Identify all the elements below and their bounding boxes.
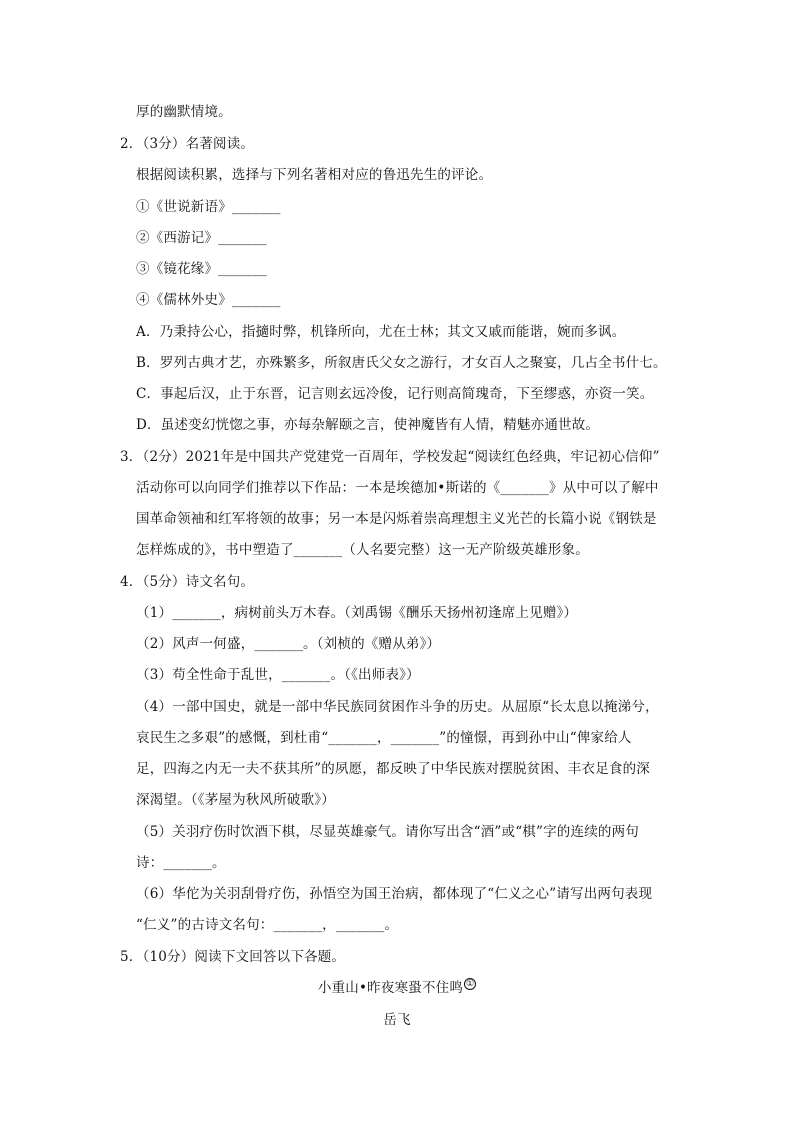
verse-item-2: （2）风声一何盛，_______。（刘桢的《赠从弟》）	[136, 636, 441, 652]
book-item-2: ②《西游记》_______	[136, 230, 267, 246]
verse-item-3: （3）苟全性命于乱世，_______。（《出师表》）	[136, 667, 420, 683]
option-b: B．罗列古典才艺，亦殊繁多，所叙唐氏父女之游行，才女百人之聚宴，几占全书什七。	[136, 355, 667, 371]
footnote-mark: ①	[465, 979, 475, 989]
text-line: “仁义”的古诗文名句：_______，_______。	[136, 917, 399, 933]
question-2-heading: 2．（3分）名著阅读。	[120, 136, 255, 152]
text-line: 根据阅读积累，选择与下列名著相对应的鲁迅先生的评论。	[136, 167, 493, 183]
text-line: 深渴望。（《茅屋为秋风所破歌》）	[136, 792, 335, 808]
book-item-3: ③《镜花缘》_______	[136, 261, 267, 277]
text-line: 国革命领袖和红军将领的故事；另一本是闪烁着崇高理想主义光芒的长篇小说《钢铁是	[136, 511, 657, 527]
option-d: D．虽述变幻恍惚之事，亦每杂解颐之言，使神魔皆有人情，精魅亦通世故。	[136, 417, 600, 433]
text-line: 怎样炼成的》，书中塑造了_______（人名要完整）这一无产阶级英雄形象。	[136, 542, 589, 558]
poem-title	[0, 978, 794, 998]
poem-title-text: 小重山•昨夜寒蛩不住鸣	[317, 980, 464, 996]
question-5-heading: 5．（10分）阅读下文回答以下各题。	[120, 949, 346, 965]
verse-item-4: （4）一部中国史，就是一部中华民族同贫困作斗争的历史。从屈原“长太息以掩涕兮，	[136, 699, 659, 715]
text-line: 哀民生之多艰”的感慨，到杜甫“_______，_______”的憧憬，再到孙中山“俾家给人	[136, 730, 632, 746]
question-4-heading: 4．（5分）诗文名句。	[120, 574, 255, 590]
verse-item-5: （5）关羽疗伤时饮酒下棋，尽显英雄豪气。请你写出含“酒”或“棋”字的连续的两句	[136, 824, 639, 840]
text-line: 活动你可以向同学们推荐以下作品：一本是埃德加•斯诺的《_______》从中可以了解中	[136, 480, 659, 496]
text-line: 足，四海之内无一夫不获其所”的夙愿，都反映了中华民族对摆脱贫困、丰衣足食的深	[136, 761, 651, 777]
question-3-heading: 3．（2分）2021年是中国共产党建党一百周年，学校发起“阅读红色经典，牢记初心信仰”	[120, 449, 660, 465]
verse-item-1: （1）_______，病树前头万木春。（刘禹锡《酬乐天扬州初逢席上见赠》）	[136, 605, 578, 621]
text-line: 厚的幽默情境。	[136, 104, 232, 120]
book-item-4: ④《儒林外史》_______	[136, 292, 281, 308]
option-c: C．事起后汉，止于东晋，记言则玄远冷俊，记行则高简瑰奇，下至缪惑，亦资一笑。	[136, 386, 654, 402]
text-line: 诗：_______。	[136, 855, 226, 871]
book-item-1: ①《世说新语》_______	[136, 199, 281, 215]
option-a: A．乃秉持公心，指擿时弊，机锋所向，尤在士林；其文又戚而能谐，婉而多讽。	[136, 324, 626, 340]
verse-item-6: （6）华佗为关羽刮骨疗伤，孙悟空为国王治病，都体现了“仁义之心”请写出两句表现	[136, 886, 653, 902]
poem-author: 岳飞	[383, 1012, 411, 1028]
